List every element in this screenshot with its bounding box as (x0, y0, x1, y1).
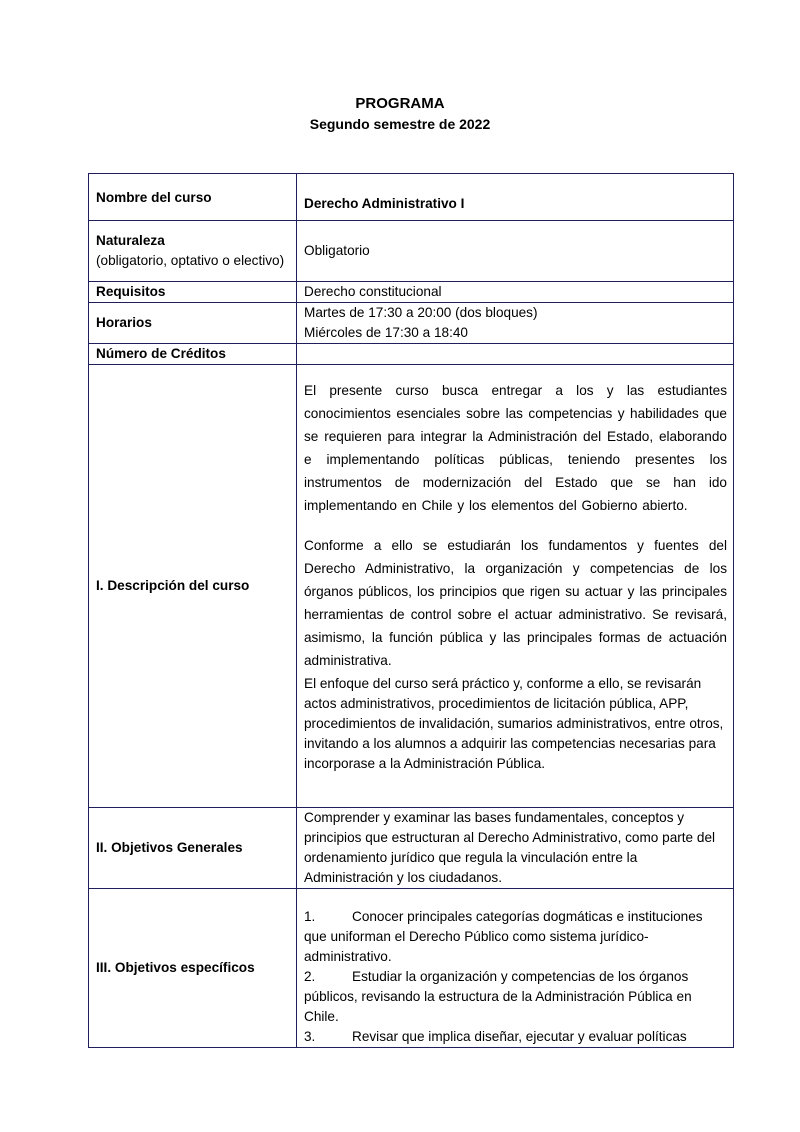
objective-number: 3. (304, 1029, 316, 1044)
table-row-requisitos (89, 282, 734, 303)
value-objetivos-especificos (297, 889, 734, 1048)
value-nombre-del-curso (297, 174, 734, 221)
document-title: PROGRAMA (355, 95, 445, 112)
table-row-objetivos-especificos (89, 889, 734, 1048)
label-text: Nombre del curso (96, 190, 212, 205)
objective-number: 1. (304, 909, 316, 924)
value-objetivos-generales (297, 808, 734, 889)
label-text: I. Descripción del curso (96, 578, 250, 593)
description-paragraph: Conforme a ello se estudiarán los fundamentos y fuentes del Derecho Administrativo, la organización y competencias de los órganos públicos, los principios que rigen su actuar y las principales herramientas de control sobre el actuar administrativo. Se revisará, asimismo, la función pública y las principales formas de actuación administrativa. (304, 538, 727, 668)
label-horarios (89, 303, 297, 344)
label-nombre-del-curso (89, 174, 297, 221)
value-creditos (297, 344, 734, 365)
label-creditos (89, 344, 297, 365)
table-row-horarios (89, 303, 734, 344)
label-subtext: (obligatorio, optativo o electivo) (96, 253, 285, 268)
label-objetivos-generales (89, 808, 297, 889)
table-row-objetivos-generales (89, 808, 734, 889)
label-text: Requisitos (96, 284, 166, 299)
program-table (88, 173, 734, 1048)
objective-text: Estudiar la organización y competencias de los órganos públicos, revisando la estructura de la Administración Pública en Chile. (304, 969, 692, 1024)
naturaleza-value: Obligatorio (304, 243, 370, 258)
label-text: II. Objetivos Generales (96, 840, 243, 855)
document-subtitle: Segundo semestre de 2022 (309, 116, 491, 132)
table-row-nombre (89, 174, 734, 221)
label-objetivos-especificos (89, 889, 297, 1048)
horario-line: Martes de 17:30 a 20:00 (dos bloques) (304, 305, 538, 320)
value-requisitos (297, 282, 734, 303)
label-descripcion (89, 365, 297, 808)
table-row-creditos (89, 344, 734, 365)
requisitos-value: Derecho constitucional (304, 284, 442, 299)
objective-item (304, 967, 727, 1027)
table-row-descripcion (89, 365, 734, 808)
objetivos-generales-text: Comprender y examinar las bases fundamentales, conceptos y principios que estructuran al Derecho Administrativo, como parte del ordenamiento jurídico que regula la vinculación entre la Administración y los ciudadanos. (304, 810, 716, 885)
label-text: Número de Créditos (96, 346, 226, 361)
label-text: Naturaleza (96, 233, 165, 248)
objective-item (304, 907, 727, 967)
objective-item (304, 1027, 727, 1047)
value-horarios (297, 303, 734, 344)
value-naturaleza (297, 221, 734, 282)
label-text: Horarios (96, 315, 152, 330)
objective-text: Revisar que implica diseñar, ejecutar y evaluar políticas (352, 1029, 687, 1044)
objective-text: Conocer principales categorías dogmáticas e instituciones que uniforman el Derecho Público como sistema jurídico-administrativo. (304, 909, 703, 964)
description-paragraph: El presente curso busca entregar a los y las estudiantes conocimientos esenciales sobre las competencias y habilidades que se requieren para integrar la Administración del Estado, elaborando e implementando políticas públicas, teniendo presentes los instrumentos de modernización del Estado que se han ido implementando en Chile y los elementos del Gobierno abierto. (304, 383, 727, 513)
course-name: Derecho Administrativo I (304, 196, 465, 211)
value-descripcion (297, 365, 734, 808)
label-naturaleza (89, 221, 297, 282)
horario-line: Miércoles de 17:30 a 18:40 (304, 325, 468, 340)
table-row-naturaleza (89, 221, 734, 282)
objective-number: 2. (304, 969, 316, 984)
label-text: III. Objetivos específicos (96, 960, 255, 975)
label-requisitos (89, 282, 297, 303)
description-paragraph: El enfoque del curso será práctico y, conforme a ello, se revisarán actos administrativos, procedimientos de licitación pública, APP, procedimientos de invalidación, sumarios administrativos, entre otros, invitando a los alumnos a adquirir las competencias necesarias para incorporase a la Administración Pública. (304, 676, 724, 771)
